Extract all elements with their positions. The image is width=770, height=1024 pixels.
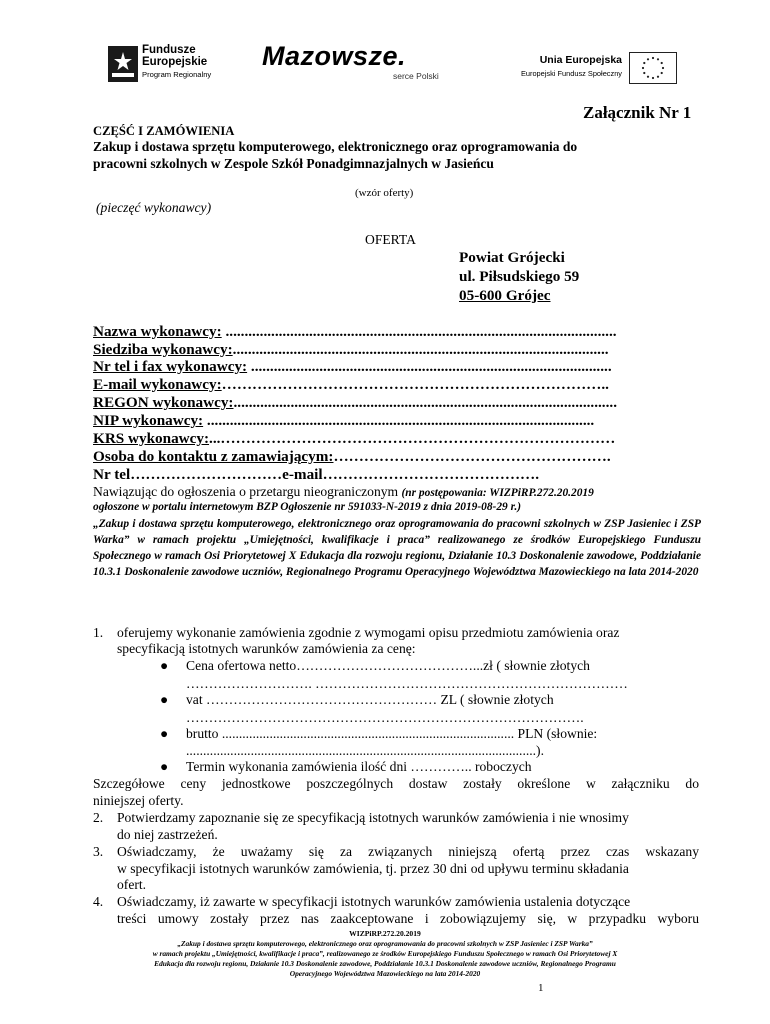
bullet-icon: ● [160, 726, 169, 741]
fe-star-icon [108, 46, 138, 82]
field-nip[interactable]: NIP wykonawcy: ...................................................................................................... [93, 412, 595, 429]
address-line-3: 05-600 Grójec [459, 287, 551, 304]
fe-title-2: Europejskie [142, 56, 208, 68]
field-phone-email[interactable]: Nr tel…………………………e-mail……………………………………. [93, 466, 540, 483]
mazowsze-name: Mazowsze. [262, 41, 407, 71]
item-2-line-2: do niej zastrzeżeń. [117, 827, 218, 842]
bullet-icon: ● [160, 692, 169, 707]
field-phone-fax[interactable]: Nr tel i fax wykonawcy: ............................................................................................... [93, 358, 612, 375]
field-name[interactable]: Nazwa wykonawcy: ....................................................................................................... [93, 323, 617, 340]
template-note: (wzór oferty) [355, 187, 414, 199]
net-price-words: ………………………. …………………………………………………………… [186, 676, 628, 691]
item-1-number: 1. [93, 625, 104, 640]
item-4-line-2: treści umowy zostały przez nas zaakceptowane i zobowiązujemy się, w przypadku wyboru [117, 911, 699, 926]
item-3-number: 3. [93, 844, 104, 859]
fe-title-1: Fundusze [142, 44, 196, 56]
field-regon[interactable]: REGON wykonawcy:..................................................................................................... [93, 394, 617, 411]
net-price-line: Cena ofertowa netto…………………………………...zł ( słownie złotych [186, 658, 590, 673]
footer-line-2: w ramach projektu „Umiejętności, kwalifikacje i praca”, realizowanego ze środków Europejskiego Funduszu Społecznego w ramach Osi Priorytetowej X [152, 949, 618, 958]
attachment-number: Załącznik Nr 1 [583, 103, 692, 122]
project-description: „Zakup i dostawa sprzętu komputerowego, elektronicznego oraz oprogramowania do pracowni szkolnych w ZSP Jasieniec i ZSP Warka” w ramach projektu „Umiejętności, kwalifikacje i praca” realizowanego ze środków Europejskiego Funduszu Społecznego w ramach Osi Priorytetowej X Edukacja dla rozwoju regionu, Działanie 10.3 Doskonalenie zawodowe, Poddziałanie 10.3.1 Doskonalenie zawodowe uczniów, Regionalnego Programu Operacyjnego Województwa Mazowieckiego na lata 2014-2020 [93, 518, 701, 578]
footer-line-3: Edukacja dla rozwoju regionu, Działanie 10.3 Doskonalenie zawodowe, Poddziałanie 10.3.1 Doskonalenie zawodowe uczniów, Regionalnego Programu [154, 959, 616, 968]
intro-line: Nawiązując do ogłoszenia o przetargu nieograniczonym (nr postępowania: WIZPiRP.272.20.2019 [93, 484, 594, 499]
subject-line-2: pracowni szkolnych w Zespole Szkół Ponadgimnazjalnych w Jasieńcu [93, 156, 494, 171]
field-email[interactable]: E-mail wykonawcy:………………………………………………………………….. [93, 376, 609, 393]
vat-line: vat …………………………………………… ZL ( słownie złotych [186, 692, 554, 707]
item-1-line-2: specyfikacją istotnych warunków zamówienia za cenę: [117, 641, 416, 656]
item-2-line-1: Potwierdzamy zapoznanie się ze specyfikacją istotnych warunków zamówienia i nie wnosimy [117, 810, 629, 825]
item-3-line-2: w specyfikacji istotnych warunków zamówienia, tj. przez 30 dni od upływu terminu składania [117, 861, 629, 876]
gross-line: brutto ...................................................................................... PLN (słownie: [186, 726, 598, 741]
eu-subtitle: Europejski Fundusz Społeczny [520, 69, 622, 78]
subject-line-1: Zakup i dostawa sprzętu komputerowego, elektronicznego oraz oprogramowania do [93, 139, 578, 154]
item-3-line-3: ofert. [117, 877, 147, 892]
mazowsze-tag: serce Polski [393, 71, 439, 81]
field-seat[interactable]: Siedziba wykonawcy:................................................................................................... [93, 341, 609, 358]
eu-logo [492, 52, 682, 86]
part-heading: CZĘŚĆ I ZAMÓWIENIA [93, 124, 235, 138]
stamp-label: (pieczęć wykonawcy) [96, 200, 212, 215]
fe-subtitle: Program Regionalny [142, 70, 212, 79]
mazowsze-logo [262, 40, 462, 90]
eu-flag-icon [629, 52, 677, 84]
page-number: 1 [538, 982, 544, 994]
item-4-number: 4. [93, 894, 104, 909]
vat-words: ……………………………………………………………………………. [186, 710, 584, 725]
detail-line-2: niniejszej oferty. [93, 793, 184, 808]
item-3-line-1: Oświadczamy, że uważamy się za związanych niniejszą ofertą przez czas wskazany [117, 844, 699, 859]
footer-ref: WIZPiRP.272.20.2019 [349, 929, 421, 938]
item-2-number: 2. [93, 810, 104, 825]
offer-heading: OFERTA [365, 232, 416, 247]
address-line-2: ul. Piłsudskiego 59 [459, 268, 580, 285]
gross-words: .......................................................................................................). [186, 743, 544, 758]
eu-title: Unia Europejska [539, 54, 622, 66]
fe-logo [108, 44, 258, 84]
delivery-days-line: Termin wykonania zamówienia ilość dni ………….. roboczych [186, 759, 532, 774]
item-1-line-1: oferujemy wykonanie zamówienia zgodnie z wymogami opisu przedmiotu zamówienia oraz [117, 625, 620, 640]
footer-line-1: „Zakup i dostawa sprzętu komputerowego, elektronicznego oraz oprogramowania do pracowni szkolnych w ZSP Jasieniec i ZSP Warka” [177, 939, 593, 948]
bullet-icon: ● [160, 658, 169, 673]
detail-line-1: Szczegółowe ceny jednostkowe poszczególnych dostaw zostały określone w załączniku do [93, 776, 699, 791]
address-line-1: Powiat Grójecki [459, 249, 565, 266]
intro-ref-line: ogłoszone w portalu internetowym BZP Ogłoszenie nr 591033-N-2019 z dnia 2019-08-29 r.) [93, 501, 522, 513]
field-krs[interactable]: KRS wykonawcy:...…………………………………………………………………… [93, 430, 616, 447]
bullet-icon: ● [160, 759, 169, 774]
item-4-line-1: Oświadczamy, iż zawarte w specyfikacji istotnych warunków zamówienia ustalenia dotyczące [117, 894, 631, 909]
field-contact-person[interactable]: Osoba do kontaktu z zamawiającym:………………………………………………. [93, 448, 611, 465]
footer-line-4: Operacyjnego Województwa Mazowieckiego na lata 2014-2020 [289, 969, 481, 978]
